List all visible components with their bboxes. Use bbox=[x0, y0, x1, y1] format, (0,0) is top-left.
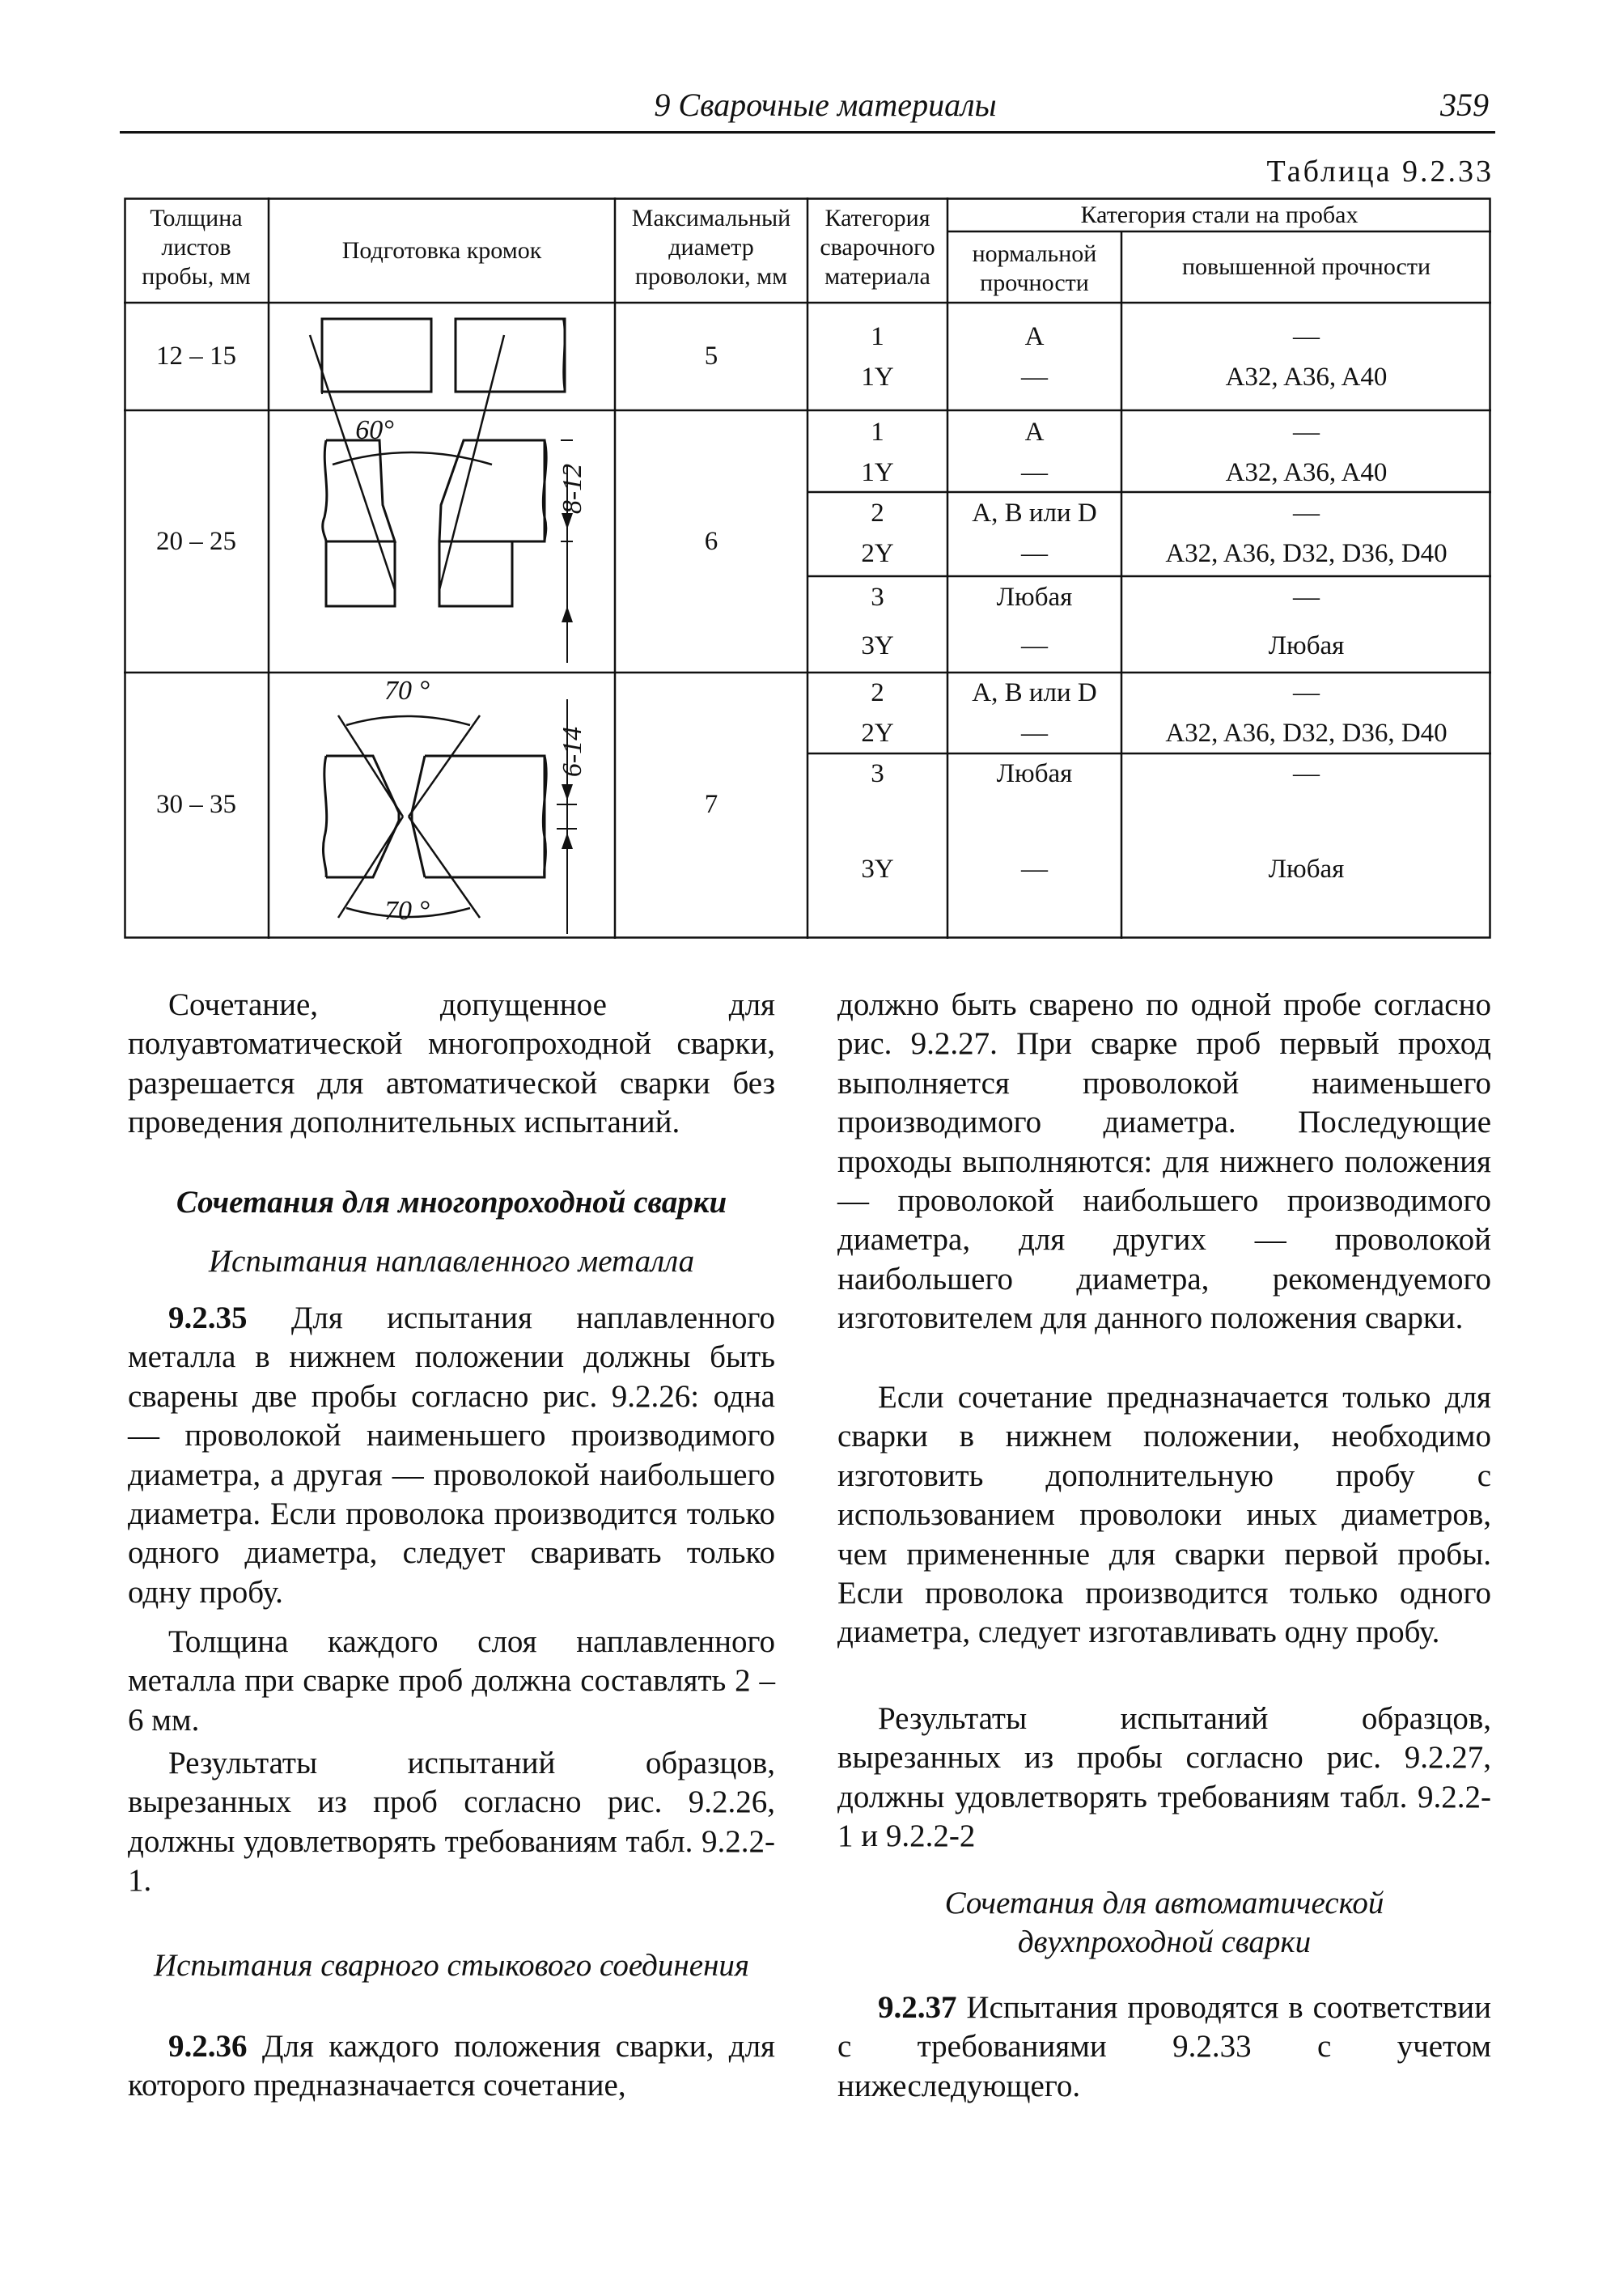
left-paragraph-layer-thickness: Толщина каждого слоя наплавленного металла при сварке проб должна составлять 2 – 6 мм. bbox=[128, 1624, 775, 1738]
clause-text: Испытания проводятся в соответствии с требованиями 9.2.33 с учетом нижеследующего. bbox=[837, 1990, 1491, 2103]
thickness-cell: 12 – 15 bbox=[156, 342, 236, 371]
normal-cell: Любая bbox=[996, 583, 1073, 612]
right-paragraph-1: должно быть сварено по одной пробе согласно рис. 9.2.27. При сварке проб первый проход выполняется проволокой наименьшего производимого диаметра. Последующие проходы выполняются: для нижнего положения — проволокой наибольшего производимого диаметра, для других — проволокой наибольшего диаметра, рекомендуемого изготовителем для данного положения сварки. bbox=[837, 987, 1491, 1336]
cat-cell: 1 bbox=[871, 418, 884, 447]
welding-table bbox=[124, 197, 1491, 939]
left-paragraph-1: Сочетание, допущенное для полуавтоматической многопроходной сварки, разрешается для автоматической сварки без проведения дополнительных испытаний. bbox=[128, 987, 775, 1140]
normal-cell: A, B или D bbox=[972, 499, 1097, 528]
normal-cell: — bbox=[1021, 855, 1048, 884]
high-cell: A32, A36, A40 bbox=[1225, 363, 1388, 392]
normal-cell: — bbox=[1021, 631, 1048, 660]
high-cell: — bbox=[1293, 583, 1320, 612]
header-edge-prep: Подготовка кромок bbox=[341, 237, 542, 264]
left-paragraph-results: Результаты испытаний образцов, вырезанных из проб согласно рис. 9.2.26, должны удовлетворять требованиям табл. 9.2.2-1. bbox=[128, 1746, 775, 1899]
angle-label: 60° bbox=[355, 415, 394, 445]
cat-cell: 3 bbox=[871, 583, 884, 612]
thickness-cell: 30 – 35 bbox=[156, 790, 236, 819]
high-cell: — bbox=[1293, 322, 1320, 351]
header-weld-category: Категория сварочного материала bbox=[820, 205, 935, 290]
header-thickness: Толщина листов пробы, мм bbox=[142, 205, 251, 290]
subheading-two-pass-line1: Сочетания для автоматической bbox=[944, 1886, 1384, 1920]
high-cell: A32, A36, D32, D36, D40 bbox=[1165, 539, 1448, 568]
high-cell: — bbox=[1293, 759, 1320, 788]
running-header-title: 9 Сварочные материалы bbox=[654, 87, 997, 123]
right-paragraph-3: Результаты испытаний образцов, вырезанных из пробы согласно рис. 9.2.27, должны удовлетворять требованиям табл. 9.2.2-1 и 9.2.2-2 bbox=[837, 1701, 1491, 1854]
header-high-strength: повышенной прочности bbox=[1181, 253, 1431, 280]
high-cell: A32, A36, A40 bbox=[1225, 458, 1388, 487]
cat-cell: 3Y bbox=[861, 631, 894, 660]
v-groove-60-drawing bbox=[310, 335, 573, 663]
high-cell: — bbox=[1293, 678, 1320, 707]
high-cell: A32, A36, D32, D36, D40 bbox=[1165, 719, 1448, 748]
clause-number: 9.2.35 bbox=[168, 1301, 248, 1335]
cat-cell: 1Y bbox=[861, 363, 894, 392]
normal-cell: — bbox=[1021, 458, 1048, 487]
normal-cell: — bbox=[1021, 719, 1048, 748]
normal-cell: — bbox=[1021, 539, 1048, 568]
cat-cell: 3 bbox=[871, 759, 884, 788]
normal-cell: — bbox=[1021, 363, 1048, 392]
angle-bottom-label: 70 ° bbox=[384, 896, 430, 926]
table-caption: Таблица 9.2.33 bbox=[1266, 155, 1494, 189]
normal-cell: A, B или D bbox=[972, 678, 1097, 707]
subheading-deposited-metal: Испытания наплавленного металла bbox=[208, 1244, 695, 1279]
diameter-cell: 7 bbox=[704, 790, 718, 819]
cat-cell: 2 bbox=[871, 499, 884, 528]
cat-cell: 1 bbox=[871, 322, 884, 351]
cat-cell: 3Y bbox=[861, 855, 894, 884]
high-cell: — bbox=[1293, 418, 1320, 447]
clause-number: 9.2.37 bbox=[878, 1990, 957, 2025]
cat-cell: 1Y bbox=[861, 458, 894, 487]
cat-cell: 2 bbox=[871, 678, 884, 707]
thickness-cell: 20 – 25 bbox=[156, 527, 236, 556]
clause-text: Для каждого положения сварки, для которого предназначается сочетание, bbox=[128, 2029, 775, 2103]
page-number: 359 bbox=[1440, 87, 1489, 123]
root-dimension-label: 8-12 bbox=[557, 463, 587, 515]
diameter-cell: 6 bbox=[704, 527, 718, 556]
right-paragraph-9-2-37 bbox=[837, 1988, 1491, 2106]
left-paragraph-9-2-36 bbox=[128, 2027, 775, 2106]
header-max-diameter: Максимальный диаметр проволоки, мм bbox=[631, 205, 791, 290]
normal-cell: A bbox=[1024, 322, 1045, 351]
right-paragraph-2: Если сочетание предназначается только для сварки в нижнем положении, необходимо изготовить дополнительную пробу с использованием проволоки иных диаметров, чем примененные для сварки первой пробы. Если проволока производится только одного диаметра, следует изготавливать одну пробу. bbox=[837, 1380, 1491, 1650]
clause-text: Для испытания наплавленного металла в нижнем положении должны быть сварены две пробы согласно рис. 9.2.26: одна — проволокой наименьшего производимого диаметра, а другая — проволокой наибольшего диаметра. Если проволока производится только одного диаметра, следует сваривать только одну пробу. bbox=[128, 1301, 775, 1610]
left-paragraph-9-2-35 bbox=[128, 1299, 775, 1612]
high-cell: Любая bbox=[1268, 855, 1345, 884]
high-cell: Любая bbox=[1268, 631, 1345, 660]
clause-number: 9.2.36 bbox=[168, 2029, 248, 2064]
header-normal-strength: нормальной прочности bbox=[972, 240, 1097, 296]
subheading-butt-joint: Испытания сварного стыкового соединения bbox=[153, 1948, 750, 1983]
diameter-cell: 5 bbox=[704, 342, 718, 371]
normal-cell: Любая bbox=[996, 759, 1073, 788]
high-cell: — bbox=[1293, 499, 1320, 528]
subheading-two-pass-line2: двухпроходной сварки bbox=[1017, 1925, 1312, 1959]
square-edge-drawing bbox=[322, 319, 565, 394]
header-steel-category: Категория стали на пробах bbox=[1080, 202, 1359, 228]
cat-cell: 2Y bbox=[861, 719, 894, 748]
section-heading-multipass: Сочетания для многопроходной сварки bbox=[176, 1185, 727, 1220]
cat-cell: 2Y bbox=[861, 539, 894, 568]
root-dimension-label: 6-14 bbox=[557, 726, 587, 778]
normal-cell: A bbox=[1024, 418, 1045, 447]
angle-top-label: 70 ° bbox=[384, 676, 430, 706]
header-rule bbox=[120, 131, 1495, 134]
